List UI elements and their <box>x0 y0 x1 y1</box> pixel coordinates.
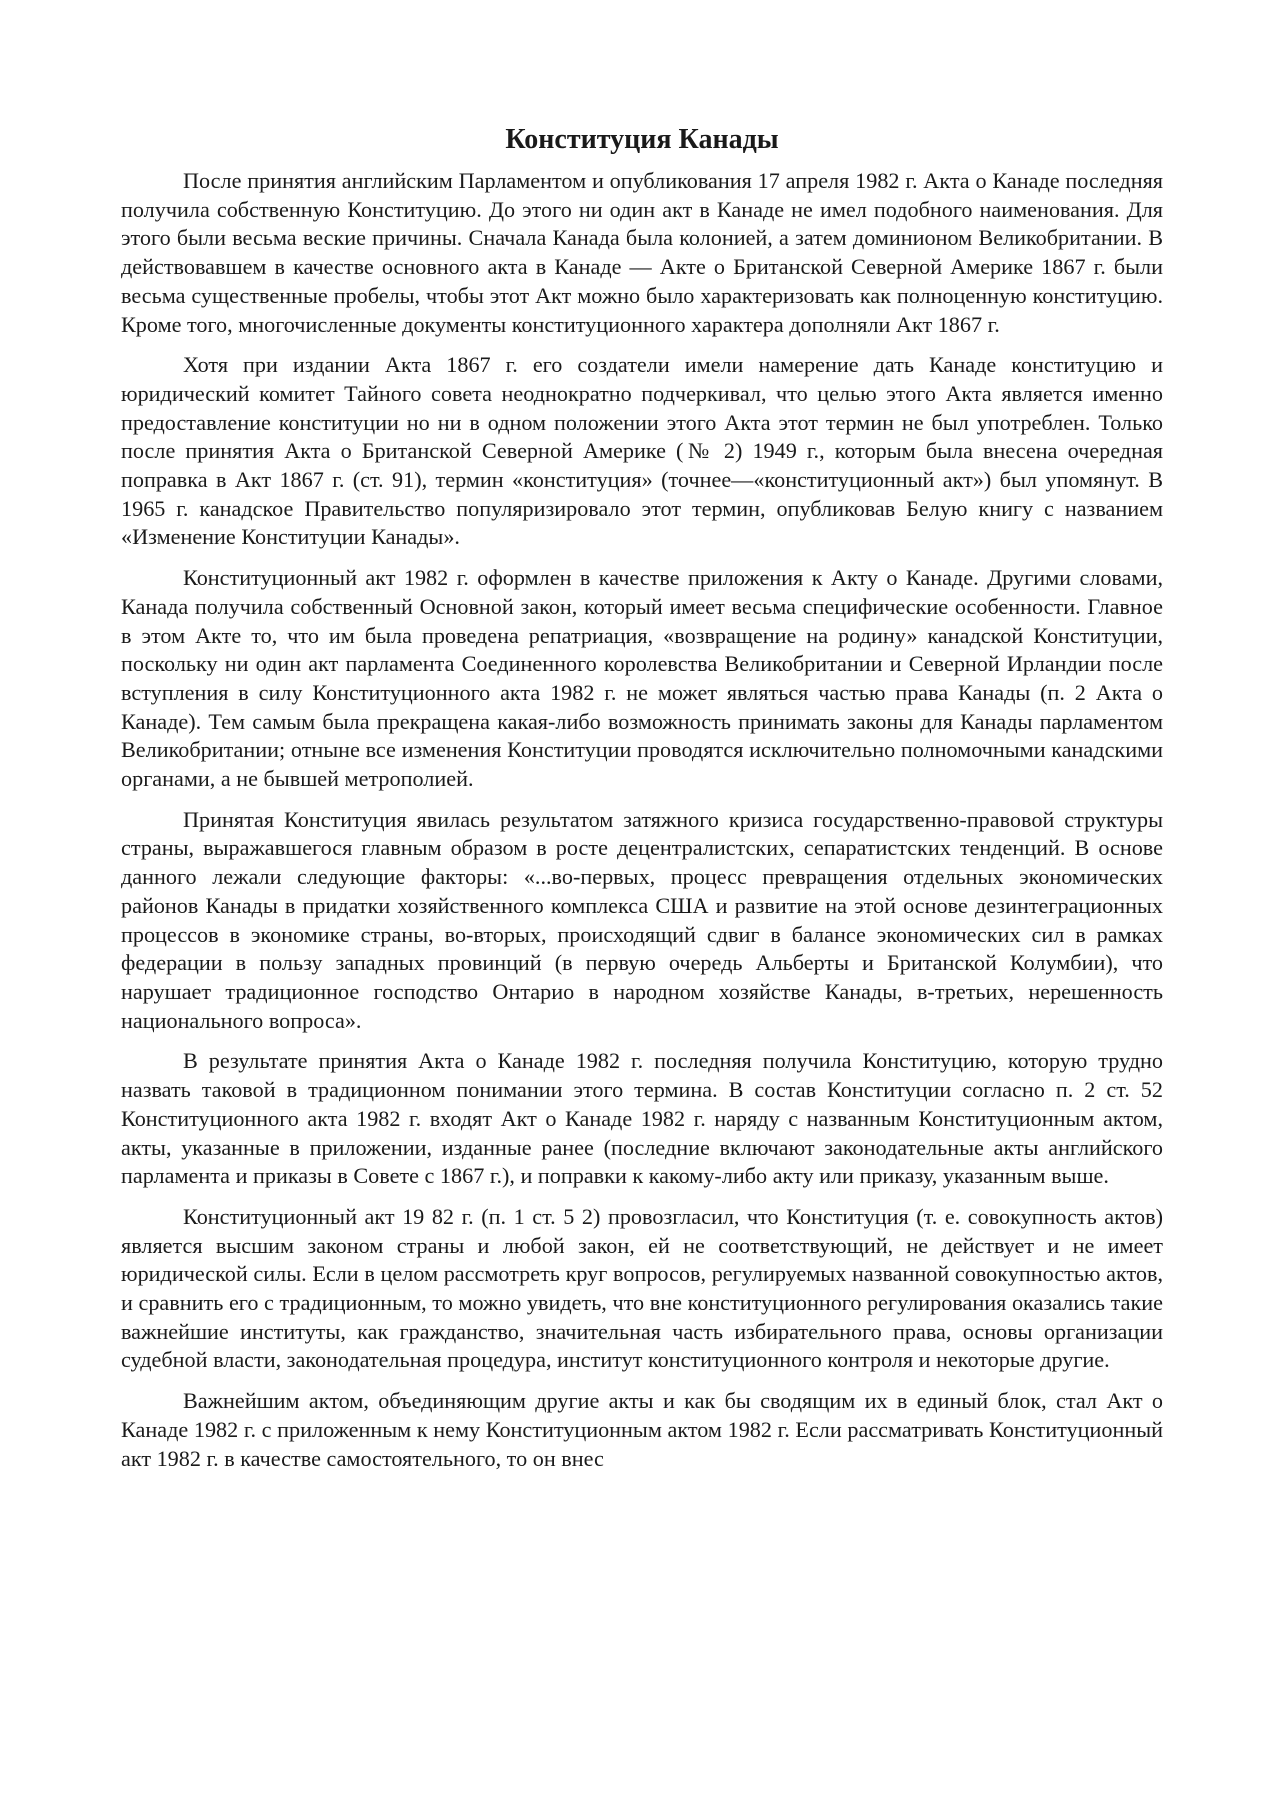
paragraph-6: Конституционный акт 19 82 г. (п. 1 ст. 5 2) провозгласил, что Конституция (т. е. совокупность актов) является высшим законом страны и любой закон, ей не соответствующий, не действует и не имеет юридической силы. Если в целом рассмотреть круг вопросов, регулируемых названной совокупностью актов, и сравнить его с традиционным, то можно увидеть, что вне конституционного регулирования оказались такие важнейшие институты, как гражданство, значительная часть избирательного права, основы организации судебной власти, законодательная процедура, институт конституционного контроля и некоторые другие. <box>121 1203 1163 1373</box>
paragraph-4: Принятая Конституция явилась результатом затяжного кризиса государственно-правовой структуры страны, выражавшегося главным образом в росте децентралистских, сепаратистских тенденций. В основе данного лежали следующие факторы: «...во-первых, процесс превращения отдельных экономических районов Канады в придатки хозяйственного комплекса США и развитие на этой основе дезинтеграционных процессов в экономике страны, во-вторых, происходящий сдвиг в балансе экономических сил в рамках федерации в пользу западных провинций (в первую очередь Альберты и Британской Колумбии), что нарушает традиционное господство Онтарио в народном хозяйстве Канады, в-третьих, нерешенность национального вопроса». <box>121 806 1163 1033</box>
paragraph-5: В результате принятия Акта о Канаде 1982 г. последняя получила Конституцию, которую трудно назвать таковой в традиционном понимании этого термина. В состав Конституции согласно п. 2 ст. 52 Конституционного акта 1982 г. входят Акт о Канаде 1982 г. наряду с названным Конституционным актом, акты, указанные в приложении, изданные ранее (последние включают законодательные акты английского парламента и приказы в Совете с 1867 г.), и поправки к какому-либо акту или приказу, указанным выше. <box>121 1048 1163 1189</box>
paragraph-7: Важнейшим актом, объединяющим другие акты и как бы сводящим их в единый блок, стал Акт о Канаде 1982 г. с приложенным к нему Конституционным актом 1982 г. Если рассматривать Конституционный акт 1982 г. в качестве самостоятельного, то он внес <box>121 1388 1163 1471</box>
paragraph-1: После принятия английским Парламентом и опубликования 17 апреля 1982 г. Акта о Канаде последняя получила собственную Конституцию. До этого ни один акт в Канаде не имел подобного наименования. Для этого были весьма веские причины. Сначала Канада была колонией, а затем доминионом Великобритании. В действовавшем в качестве основного акта в Канаде — Акте о Британской Северной Америке 1867 г. были весьма существенные пробелы, чтобы этот Акт можно было характеризовать как полноценную конституцию. Кроме того, многочисленные документы конституционного характера дополняли Акт 1867 г. <box>121 168 1163 337</box>
document-title: Конституция Канады <box>505 124 779 155</box>
paragraph-2: Хотя при издании Акта 1867 г. его создатели имели намерение дать Канаде конституцию и юридический комитет Тайного совета неоднократно подчеркивал, что целью этого Акта является именно предоставление конституции но ни в одном положении этого Акта этот термин не был употреблен. Только после принятия Акта о Британской Северной Америке (№ 2) 1949 г., которым была внесена очередная поправка в Акт 1867 г. (ст. 91), термин «конституция» (точнее—«конституционный акт») был упомянут. В 1965 г. канадское Правительство популяризировало этот термин, опубликовав Белую книгу с названием «Изменение Конституции Канады». <box>121 352 1163 550</box>
document-page <box>121 122 1163 1485</box>
paragraph-3: Конституционный акт 1982 г. оформлен в качестве приложения к Акту о Канаде. Другими словами, Канада получила собственный Основной закон, который имеет весьма специфические особенности. Главное в этом Акте то, что им была проведена репатриация, «возвращение на родину» канадской Конституции, поскольку ни один акт парламента Соединенного королевства Великобритании и Северной Ирландии после вступления в силу Конституционного акта 1982 г. не может являться частью права Канады (п. 2 Акта о Канаде). Тем самым была прекращена какая-либо возможность принимать законы для Канады парламентом Великобритании; отныне все изменения Конституции проводятся исключительно полномочными канадскими органами, а не бывшей метрополией. <box>121 565 1163 792</box>
